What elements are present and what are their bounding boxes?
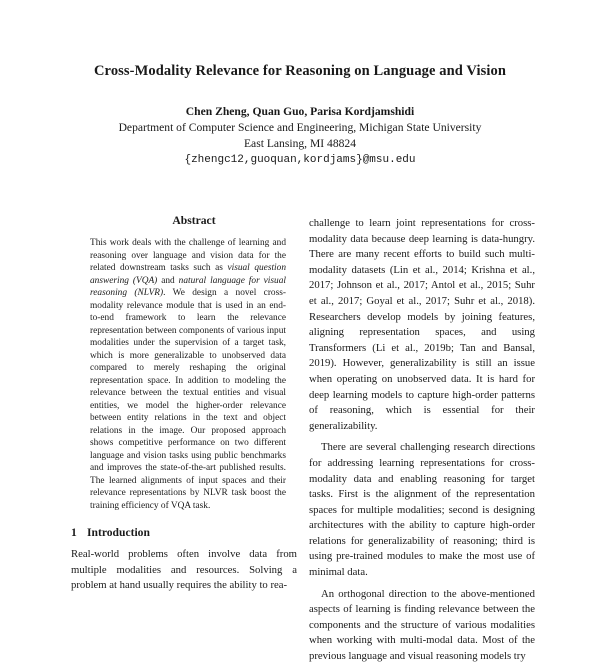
left-column (71, 214, 317, 594)
section-heading-introduction (71, 526, 317, 539)
intro-paragraph-directions: There are several challenging research directions for addressing learning representations for cross-modality data and enabling reasoning for target tasks. First is the alignment of the representation spaces for multiple modalities; second is designing architectures with the ability to capture high-order relations for generalizability of reasoning; third is using pre-trained modules to make the most use of minimal data. (309, 441, 535, 579)
abstract-text (90, 237, 286, 512)
abstract-text-c: . We design a novel cross-modality relevance module that is used in an end-to-end framework to learn the relevance representation between components of various input modalities under the supervision of a target task, which is more generalizable to unobserved data compared to merely reshaping the original representation space. In addition to modeling the relevance between the textual entities and visual entities, we model the higher-order relevance between entity relations in the text and object relations in the image. Our proposed approach shows competitive performance on two different language and vision tasks using public benchmarks and improves the state-of-the-art published results. The learned alignments of input spaces and their relevance representations by NLVR task boost the training efficiency of VQA task. (90, 288, 286, 511)
intro-paragraph-continued: challenge to learn joint representations for cross-modality data because deep learning is data-hungry. There are many recent efforts to build such multi-modality datasets (Lin et al., 2014; Krishna et al., 2017; Johnson et al., 2017; Antol et al., 2015; Suhr et al., 2017; Goyal et al., 2017; Suhr et al., 2018). Researchers develop models by joining features, aligning representation spaces, and using Transformers (Li et al., 2019b; Tan and Bansal, 2019). However, generalizability is still an issue when operating on unobserved data. It is hard for deep learning models to capture high-order patterns of reasoning, which is essential for their generalizability. (309, 217, 535, 432)
section-title: Introduction (87, 526, 150, 539)
nlvr-term: natural language for visual reasoning (NLVR) (90, 275, 286, 298)
vqa-term: visual question answering (VQA) (90, 263, 286, 286)
location: East Lansing, MI 48824 (243, 137, 357, 150)
paper-title: Cross-Modality Relevance for Reasoning on Language and Vision (93, 63, 506, 79)
affiliation: Department of Computer Science and Engineering, Michigan State University (118, 121, 482, 134)
intro-paragraph-left: Real-world problems often involve data from multiple modalities and resources. Solving a problem at hand usually requires the ability to rea- (71, 548, 297, 592)
abstract-text-b: and (157, 275, 179, 286)
author-names: Chen Zheng, Quan Guo, Parisa Kordjamshidi (185, 105, 415, 118)
abstract-heading: Abstract (172, 214, 216, 227)
section-number: 1 (71, 526, 77, 539)
abstract-text-a: This work deals with the challenge of learning and reasoning over language and vision data for the related downstream tasks such as (90, 238, 286, 273)
email: {zhengc12,guoquan,kordjams}@msu.edu (184, 154, 416, 166)
right-column (309, 216, 535, 671)
intro-paragraph-orthogonal: An orthogonal direction to the above-mentioned aspects of learning is finding relevance between the components and the structure of various modalities when working with multi-modal data. Most of the previous language and visual reasoning models try (309, 587, 535, 663)
author-block (0, 104, 600, 168)
